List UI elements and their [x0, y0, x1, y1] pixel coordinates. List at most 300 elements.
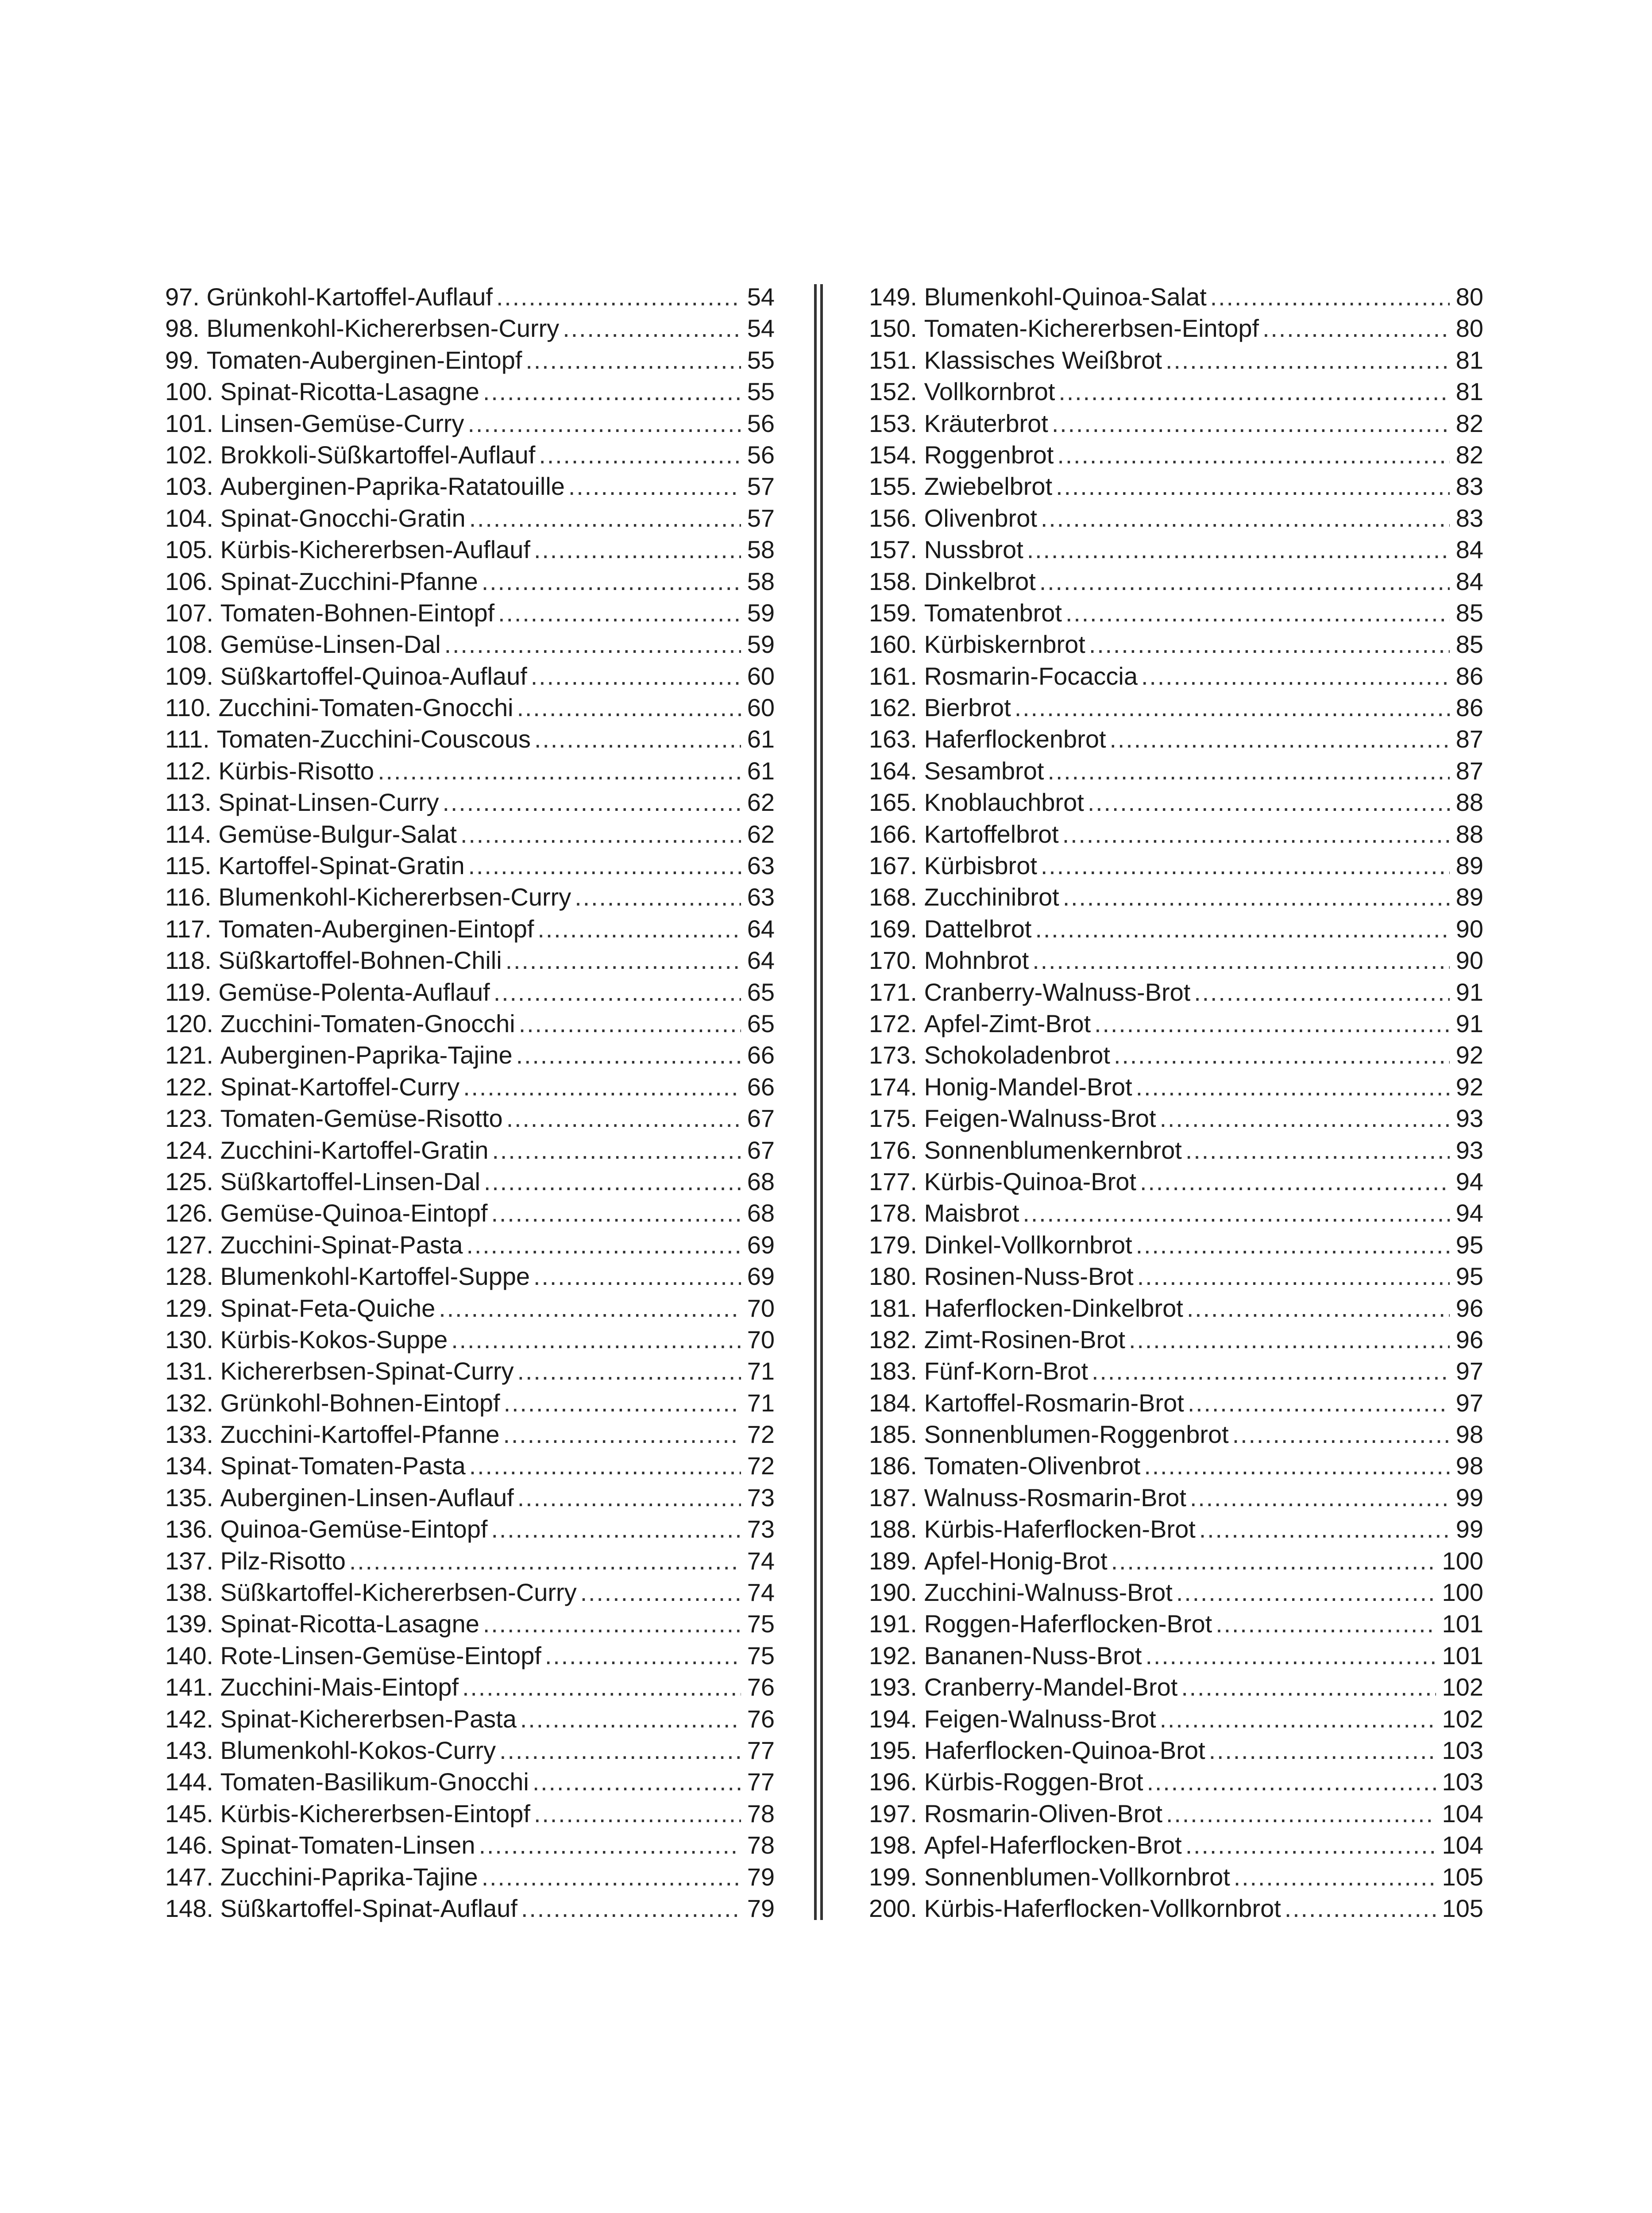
toc-entry[interactable] [869, 1703, 1483, 1735]
toc-entry[interactable] [869, 1229, 1483, 1261]
toc-entry-number: 175. [869, 1104, 917, 1133]
dot-leader [463, 1071, 741, 1103]
toc-entry[interactable] [165, 1229, 775, 1261]
toc-entry-number: 122. [165, 1072, 213, 1101]
toc-entry-title: Tomaten-Bohnen-Eintopf [220, 598, 495, 627]
toc-entry-number: 187. [869, 1483, 917, 1511]
toc-entry[interactable] [165, 281, 775, 312]
dot-leader [520, 1703, 741, 1735]
dot-leader [1035, 913, 1449, 945]
toc-entry[interactable] [165, 723, 775, 755]
dot-leader [494, 976, 741, 1008]
toc-entry[interactable] [869, 534, 1483, 565]
toc-entry[interactable] [165, 1798, 775, 1829]
toc-entry-title: Apfel-Zimt-Brot [924, 1009, 1091, 1037]
toc-entry-number: 111. [165, 725, 210, 753]
toc-entry[interactable] [165, 502, 775, 534]
toc-entry-title: Gemüse-Quinoa-Eintopf [220, 1199, 488, 1227]
toc-entry-title: Fünf-Korn-Brot [924, 1357, 1088, 1385]
toc-entry-page-number: 95 [1455, 1262, 1483, 1291]
toc-entry-title: Knoblauchbrot [924, 788, 1084, 817]
toc-entry-number: 124. [165, 1136, 213, 1164]
toc-entry-number: 107. [165, 598, 213, 627]
toc-entry-number: 165. [869, 788, 917, 817]
toc-entry-number: 193. [869, 1673, 917, 1701]
toc-entry-number: 153. [869, 409, 917, 437]
toc-entry-page-number: 70 [747, 1294, 775, 1322]
toc-entry-page-number: 68 [747, 1199, 775, 1227]
toc-entry-page-number: 83 [1455, 472, 1483, 501]
toc-entry[interactable] [869, 628, 1483, 660]
toc-entry-title: Kürbiskernbrot [924, 630, 1085, 659]
toc-entry-page-number: 54 [747, 283, 775, 311]
toc-entry-number: 142. [165, 1704, 213, 1733]
toc-entry[interactable] [165, 1482, 775, 1513]
dot-leader [1047, 755, 1449, 787]
toc-entry[interactable] [165, 1071, 775, 1103]
toc-entry[interactable] [869, 566, 1483, 597]
toc-entry-title: Tomaten-Basilikum-Gnocchi [220, 1768, 529, 1796]
dot-leader [1041, 502, 1450, 534]
toc-entry-page-number: 60 [747, 694, 775, 722]
toc-entry[interactable] [165, 534, 775, 565]
toc-entry[interactable] [165, 692, 775, 723]
toc-entry[interactable] [869, 344, 1483, 376]
toc-entry[interactable] [165, 470, 775, 502]
toc-entry[interactable] [165, 1166, 775, 1197]
toc-entry[interactable] [869, 408, 1483, 439]
toc-entry-number: 169. [869, 914, 917, 943]
toc-entry[interactable] [869, 502, 1483, 534]
toc-entry[interactable] [165, 1671, 775, 1703]
toc-entry-page-number: 78 [747, 1831, 775, 1859]
toc-entry[interactable] [165, 1419, 775, 1450]
toc-entry[interactable] [165, 1292, 775, 1324]
toc-entry-number: 112. [165, 756, 212, 785]
toc-entry[interactable] [165, 1735, 775, 1766]
toc-entry-page-number: 84 [1455, 536, 1483, 564]
dot-leader [1145, 1640, 1436, 1671]
toc-entry[interactable] [165, 376, 775, 407]
dot-leader [496, 281, 741, 312]
toc-entry-title: Blumenkohl-Kartoffel-Suppe [220, 1262, 530, 1291]
toc-entry[interactable] [165, 1640, 775, 1671]
toc-entry-title: Blumenkohl-Kichererbsen-Curry [218, 883, 571, 911]
toc-entry-title: Rosinen-Nuss-Brot [924, 1262, 1134, 1291]
toc-entry-title: Süßkartoffel-Bohnen-Chili [218, 946, 502, 975]
toc-entry-title: Tomaten-Auberginen-Eintopf [218, 914, 534, 943]
toc-entry-number: 178. [869, 1199, 917, 1227]
toc-entry-page-number: 59 [747, 598, 775, 627]
toc-entry[interactable] [165, 945, 775, 976]
dot-leader [482, 1861, 741, 1893]
toc-entry[interactable] [869, 1640, 1483, 1671]
toc-entry-page-number: 85 [1455, 630, 1483, 659]
toc-entry[interactable] [165, 1608, 775, 1639]
dot-leader [1185, 1134, 1450, 1166]
toc-entry[interactable] [869, 818, 1483, 850]
toc-entry[interactable] [165, 1324, 775, 1355]
dot-leader [1058, 376, 1449, 407]
toc-entry-number: 182. [869, 1325, 917, 1353]
toc-entry[interactable] [869, 1608, 1483, 1639]
toc-entry[interactable] [869, 1577, 1483, 1608]
toc-entry-title: Zucchini-Tomaten-Gnocchi [220, 1009, 515, 1037]
toc-entry-number: 163. [869, 725, 917, 753]
dot-leader [534, 1798, 741, 1829]
toc-entry-page-number: 99 [1455, 1483, 1483, 1511]
dot-leader [491, 1197, 741, 1229]
toc-entry-number: 135. [165, 1483, 213, 1511]
toc-entry[interactable] [869, 1798, 1483, 1829]
toc-entry-page-number: 56 [747, 440, 775, 469]
toc-entry[interactable] [165, 1703, 775, 1735]
toc-entry[interactable] [165, 913, 775, 945]
toc-entry-number: 162. [869, 694, 917, 722]
toc-entry[interactable] [165, 660, 775, 692]
toc-entry[interactable] [869, 1103, 1483, 1134]
toc-entry-page-number: 58 [747, 536, 775, 564]
toc-entry-number: 101. [165, 409, 213, 437]
toc-entry[interactable] [869, 723, 1483, 755]
toc-entry[interactable] [869, 470, 1483, 502]
toc-entry-title: Zwiebelbrot [924, 472, 1053, 501]
toc-entry-page-number: 98 [1455, 1452, 1483, 1480]
toc-entry[interactable] [165, 1450, 775, 1481]
toc-entry-number: 143. [165, 1736, 213, 1764]
dot-leader [378, 755, 741, 787]
dot-leader [537, 913, 741, 945]
toc-entry-number: 134. [165, 1452, 213, 1480]
toc-entry-page-number: 55 [747, 346, 775, 374]
toc-entry-page-number: 58 [747, 567, 775, 595]
toc-entry-title: Zimt-Rosinen-Brot [924, 1325, 1125, 1353]
dot-leader [1209, 1735, 1436, 1766]
toc-entry[interactable] [869, 1387, 1483, 1419]
toc-entry-title: Kürbis-Kichererbsen-Eintopf [220, 1799, 530, 1827]
toc-entry-title: Auberginen-Paprika-Ratatouille [220, 472, 565, 501]
toc-entry[interactable] [165, 344, 775, 376]
toc-entry-title: Blumenkohl-Quinoa-Salat [924, 283, 1207, 311]
toc-entry-title: Süßkartoffel-Spinat-Auflauf [220, 1894, 517, 1922]
toc-entry[interactable] [869, 1261, 1483, 1292]
toc-entry[interactable] [869, 692, 1483, 723]
toc-entry[interactable] [165, 850, 775, 881]
toc-entry-page-number: 85 [1455, 598, 1483, 627]
dot-leader [349, 1545, 741, 1577]
toc-entry-page-number: 79 [747, 1862, 775, 1891]
toc-entry[interactable] [165, 1039, 775, 1071]
toc-entry[interactable] [165, 1261, 775, 1292]
toc-entry[interactable] [165, 408, 775, 439]
toc-entry[interactable] [869, 597, 1483, 628]
toc-entry[interactable] [165, 881, 775, 913]
toc-entry[interactable] [869, 1893, 1483, 1924]
toc-entry[interactable] [869, 913, 1483, 945]
toc-entry[interactable] [165, 1861, 775, 1893]
toc-entry-number: 191. [869, 1610, 917, 1638]
toc-entry-page-number: 75 [747, 1641, 775, 1669]
toc-entry-number: 123. [165, 1104, 213, 1133]
dot-leader [568, 470, 741, 502]
toc-entry-number: 198. [869, 1831, 917, 1859]
toc-entry[interactable] [869, 1039, 1483, 1071]
toc-entry-page-number: 90 [1455, 946, 1483, 975]
toc-entry[interactable] [165, 1008, 775, 1039]
toc-entry-title: Cranberry-Walnuss-Brot [924, 978, 1191, 1006]
toc-entry-number: 120. [165, 1009, 213, 1037]
dot-leader [1216, 1608, 1436, 1639]
toc-entry-number: 127. [165, 1230, 213, 1259]
toc-entry[interactable] [869, 1419, 1483, 1450]
dot-leader [1160, 1703, 1436, 1735]
toc-entry-number: 172. [869, 1009, 917, 1037]
toc-entry-title: Linsen-Gemüse-Curry [220, 409, 464, 437]
dot-leader [499, 1735, 741, 1766]
toc-entry-title: Auberginen-Linsen-Auflauf [220, 1483, 514, 1511]
toc-entry-title: Süßkartoffel-Linsen-Dal [220, 1167, 480, 1195]
toc-entry[interactable] [165, 1103, 775, 1134]
toc-entry-number: 174. [869, 1072, 917, 1101]
toc-left-column [165, 281, 775, 1924]
toc-entry-number: 137. [165, 1546, 213, 1575]
toc-entry-title: Dinkel-Vollkornbrot [924, 1230, 1132, 1259]
toc-entry-title: Tomaten-Gemüse-Risotto [220, 1104, 503, 1133]
toc-entry-title: Haferflockenbrot [924, 725, 1106, 753]
toc-entry[interactable] [165, 755, 775, 787]
toc-entry[interactable] [869, 281, 1483, 312]
toc-entry[interactable] [869, 1008, 1483, 1039]
toc-entry[interactable] [165, 1766, 775, 1797]
toc-entry-number: 130. [165, 1325, 213, 1353]
dot-leader [466, 1229, 741, 1261]
toc-entry[interactable] [165, 439, 775, 470]
toc-entry[interactable] [869, 1829, 1483, 1861]
toc-entry-page-number: 66 [747, 1041, 775, 1069]
toc-entry-number: 99. [165, 346, 200, 374]
toc-entry-number: 194. [869, 1704, 917, 1733]
toc-entry-page-number: 104 [1442, 1831, 1483, 1859]
toc-entry-number: 110. [165, 694, 212, 722]
toc-entry-page-number: 74 [747, 1578, 775, 1607]
dot-leader [1032, 945, 1449, 976]
dot-leader [1062, 818, 1450, 850]
toc-entry-title: Spinat-Kartoffel-Curry [220, 1072, 460, 1101]
dot-leader [1144, 1450, 1449, 1481]
toc-entry-number: 150. [869, 314, 917, 343]
toc-entry[interactable] [869, 1450, 1483, 1481]
toc-entry[interactable] [869, 1197, 1483, 1229]
dot-leader [521, 1893, 741, 1924]
toc-entry-page-number: 66 [747, 1072, 775, 1101]
toc-entry[interactable] [869, 1071, 1483, 1103]
toc-entry-number: 167. [869, 852, 917, 880]
toc-entry-title: Dattelbrot [924, 914, 1032, 943]
toc-entry-page-number: 63 [747, 852, 775, 880]
toc-entry-page-number: 103 [1442, 1768, 1483, 1796]
toc-entry-page-number: 88 [1455, 820, 1483, 848]
toc-entry-number: 188. [869, 1515, 917, 1543]
toc-entry[interactable] [869, 1671, 1483, 1703]
dot-leader [451, 1324, 741, 1355]
toc-entry-number: 173. [869, 1041, 917, 1069]
dot-leader [484, 1166, 741, 1197]
dot-leader [491, 1513, 741, 1545]
toc-entry-page-number: 72 [747, 1420, 775, 1449]
toc-entry-page-number: 95 [1455, 1230, 1483, 1259]
dot-leader [439, 1292, 741, 1324]
toc-entry-number: 185. [869, 1420, 917, 1449]
toc-entry[interactable] [869, 312, 1483, 344]
dot-leader [533, 1766, 741, 1797]
toc-entry-title: Feigen-Walnuss-Brot [924, 1104, 1156, 1133]
toc-entry-page-number: 102 [1442, 1704, 1483, 1733]
toc-entry-title: Rosmarin-Oliven-Brot [924, 1799, 1163, 1827]
toc-entry[interactable] [165, 1387, 775, 1419]
toc-entry-number: 129. [165, 1294, 213, 1322]
dot-leader [1089, 628, 1450, 660]
toc-entry-page-number: 65 [747, 978, 775, 1006]
dot-leader [1088, 787, 1450, 818]
toc-entry-title: Spinat-Ricotta-Lasagne [220, 1610, 479, 1638]
toc-entry-number: 146. [165, 1831, 213, 1859]
toc-entry-title: Feigen-Walnuss-Brot [924, 1704, 1156, 1733]
toc-entry[interactable] [165, 312, 775, 344]
toc-entry-title: Kürbis-Kichererbsen-Auflauf [220, 536, 530, 564]
toc-entry[interactable] [165, 1197, 775, 1229]
toc-entry-page-number: 100 [1442, 1578, 1483, 1607]
toc-entry-page-number: 69 [747, 1230, 775, 1259]
dot-leader [545, 1640, 741, 1671]
toc-entry[interactable] [869, 1766, 1483, 1797]
toc-entry[interactable] [165, 628, 775, 660]
toc-entry-page-number: 91 [1455, 1009, 1483, 1037]
toc-entry[interactable] [165, 1893, 775, 1924]
toc-entry-number: 126. [165, 1199, 213, 1227]
toc-entry-page-number: 86 [1455, 662, 1483, 690]
toc-entry[interactable] [869, 1513, 1483, 1545]
toc-entry-page-number: 92 [1455, 1072, 1483, 1101]
dot-leader [539, 439, 741, 470]
dot-leader [1056, 470, 1450, 502]
toc-entry-number: 148. [165, 1894, 213, 1922]
dot-leader [516, 1039, 741, 1071]
toc-entry-number: 117. [165, 914, 212, 943]
toc-entry[interactable] [165, 1545, 775, 1577]
toc-entry[interactable] [869, 660, 1483, 692]
toc-entry-page-number: 105 [1442, 1894, 1483, 1922]
toc-entry[interactable] [165, 566, 775, 597]
toc-entry[interactable] [869, 1482, 1483, 1513]
toc-entry[interactable] [869, 1861, 1483, 1893]
dot-leader [1114, 1039, 1450, 1071]
dot-leader [1065, 597, 1450, 628]
toc-entry[interactable] [165, 597, 775, 628]
toc-entry-title: Mohnbrot [924, 946, 1029, 975]
toc-entry-number: 131. [165, 1357, 213, 1385]
toc-entry-page-number: 105 [1442, 1862, 1483, 1891]
toc-entry[interactable] [165, 1355, 775, 1387]
toc-entry-title: Roggen-Haferflocken-Brot [924, 1610, 1212, 1638]
toc-entry-page-number: 64 [747, 914, 775, 943]
toc-entry-page-number: 82 [1455, 440, 1483, 469]
toc-entry[interactable] [869, 1292, 1483, 1324]
dot-leader [1110, 723, 1450, 755]
toc-entry-number: 147. [165, 1862, 213, 1891]
toc-entry[interactable] [869, 1324, 1483, 1355]
toc-entry-number: 108. [165, 630, 213, 659]
dot-leader [1094, 1008, 1450, 1039]
column-divider-line [820, 284, 823, 1920]
toc-entry-page-number: 72 [747, 1452, 775, 1480]
toc-entry-title: Haferflocken-Quinoa-Brot [924, 1736, 1205, 1764]
toc-entry[interactable] [869, 881, 1483, 913]
toc-entry-title: Zucchini-Walnuss-Brot [924, 1578, 1173, 1607]
toc-entry[interactable] [165, 787, 775, 818]
toc-entry[interactable] [869, 945, 1483, 976]
dot-leader [1166, 1798, 1436, 1829]
toc-entry[interactable] [165, 818, 775, 850]
toc-entry[interactable] [165, 1829, 775, 1861]
toc-entry[interactable] [869, 1545, 1483, 1577]
toc-entry[interactable] [165, 1513, 775, 1545]
toc-entry[interactable] [869, 787, 1483, 818]
toc-entry-page-number: 60 [747, 662, 775, 690]
dot-leader [1285, 1893, 1436, 1924]
toc-entry[interactable] [165, 1134, 775, 1166]
dot-leader [498, 597, 741, 628]
toc-entry[interactable] [869, 376, 1483, 407]
dot-leader [1063, 881, 1450, 913]
dot-leader [460, 818, 741, 850]
toc-entry-number: 177. [869, 1167, 917, 1195]
toc-entry-page-number: 101 [1442, 1610, 1483, 1638]
toc-entry-page-number: 104 [1442, 1799, 1483, 1827]
toc-entry[interactable] [869, 755, 1483, 787]
toc-entry[interactable] [869, 850, 1483, 881]
toc-entry-number: 133. [165, 1420, 213, 1449]
toc-entry-title: Klassisches Weißbrot [924, 346, 1162, 374]
toc-entry-title: Rosmarin-Focaccia [924, 662, 1138, 690]
dot-leader [517, 1355, 741, 1387]
toc-entry-page-number: 75 [747, 1610, 775, 1638]
toc-entry-number: 176. [869, 1136, 917, 1164]
toc-entry[interactable] [869, 1134, 1483, 1166]
toc-entry-title: Sonnenblumen-Vollkornbrot [924, 1862, 1230, 1891]
toc-entry[interactable] [869, 976, 1483, 1008]
toc-entry-number: 190. [869, 1578, 917, 1607]
toc-entry-page-number: 80 [1455, 314, 1483, 343]
dot-leader [1041, 850, 1450, 881]
toc-entry-page-number: 91 [1455, 978, 1483, 1006]
toc-entry-page-number: 73 [747, 1515, 775, 1543]
toc-entry-title: Zucchini-Kartoffel-Pfanne [220, 1420, 500, 1449]
toc-entry-title: Kartoffelbrot [924, 820, 1059, 848]
toc-entry[interactable] [869, 439, 1483, 470]
toc-entry[interactable] [869, 1735, 1483, 1766]
toc-entry[interactable] [869, 1355, 1483, 1387]
toc-entry[interactable] [165, 976, 775, 1008]
dot-leader [444, 628, 741, 660]
toc-entry-title: Kürbis-Haferflocken-Vollkornbrot [924, 1894, 1281, 1922]
toc-entry-page-number: 92 [1455, 1041, 1483, 1069]
toc-entry-number: 138. [165, 1578, 213, 1607]
toc-entry[interactable] [165, 1577, 775, 1608]
toc-entry[interactable] [869, 1166, 1483, 1197]
dot-leader [1039, 566, 1450, 597]
dot-leader [1092, 1355, 1450, 1387]
dot-leader [506, 945, 741, 976]
